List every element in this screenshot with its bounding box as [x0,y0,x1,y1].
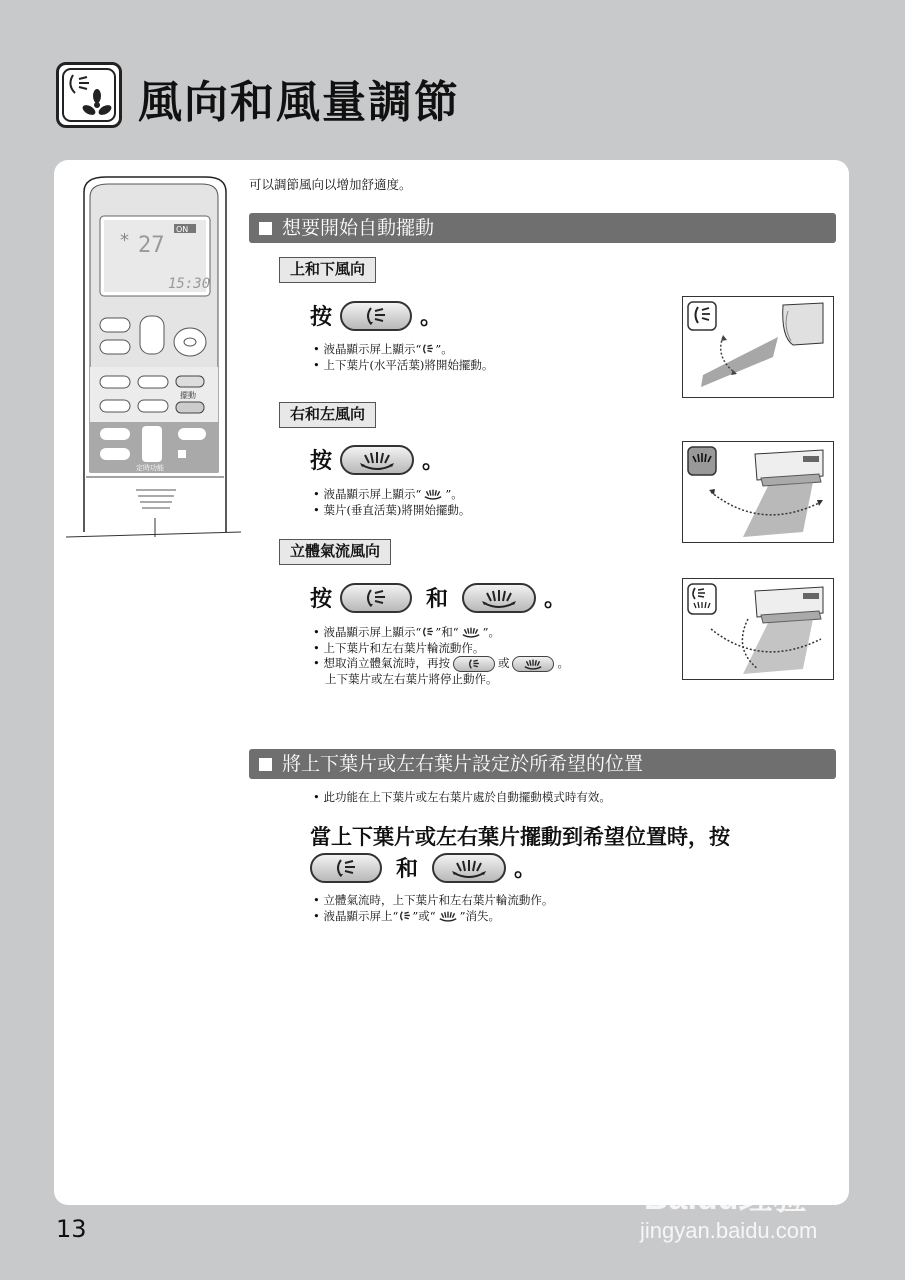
horizontal-swing-icon [357,449,397,471]
illustration-updown [682,296,834,398]
notes-leftright: • 液晶顯示屏上顯示“ ”。 • 葉片(垂直活葉)將開始擺動。 [313,487,471,517]
vertical-swing-icon [333,857,359,879]
horizontal-swing-icon [479,587,519,609]
leftright-swing-button-inline [512,656,554,672]
horizontal-swing-icon [522,658,544,670]
horizontal-swing-icon [421,488,445,500]
vertical-swing-icon [421,343,435,355]
remote-timer-label: 定時功能 [136,464,164,472]
section-heading-auto-swing: 想要開始自動擺動 [249,213,836,243]
press-leftright-row: 按 。 [310,444,444,475]
airflow-fan-icon [56,62,122,128]
notes-3d: • 液晶顯示屏上顯示“ ”和“ ”。 • 上下葉片和左右葉片輪流動作。 • 想取消立體氣流時，再按 或 。 上下葉片或左右葉片將停止動作。 [313,625,569,686]
vertical-swing-icon [398,910,412,922]
horizontal-swing-icon [459,626,483,638]
updown-swing-button-inline [453,656,495,672]
leftright-swing-button[interactable] [432,853,506,883]
remote-control-illustration [66,172,246,546]
press-set-position-row: 和 。 [310,852,536,883]
updown-swing-button[interactable] [310,853,382,883]
vertical-swing-icon [363,587,389,609]
subhead-updown: 上和下風向 [279,257,376,283]
leftright-swing-button[interactable] [340,445,414,475]
illustration-3d [682,578,834,680]
vertical-swing-icon [421,626,435,638]
notes-section2-top: • 此功能在上下葉片或左右葉片處於自動擺動模式時有效。 [313,790,611,804]
watermark-url: jingyan.baidu.com [640,1218,818,1243]
horizontal-swing-icon [449,857,489,879]
notes-updown: • 液晶顯示屏上顯示“ ”。 • 上下葉片(水平活葉)將開始擺動。 [313,342,494,372]
section-heading-set-position: 將上下葉片或左右葉片設定於所希望的位置 [249,749,836,779]
page-title: 風向和風量調節 [138,77,460,128]
illustration-leftright [682,441,834,543]
page-number: 13 [56,1215,87,1243]
vertical-swing-icon [363,305,389,327]
subhead-3d-airflow: 立體氣流風向 [279,539,391,565]
intro-text: 可以調節風向以增加舒適度。 [249,177,412,192]
updown-swing-button[interactable] [340,301,412,331]
remote-display-on: ON [176,225,189,234]
updown-swing-button[interactable] [340,583,412,613]
press-3d-row: 按 和 。 [310,582,566,613]
horizontal-swing-icon [436,910,460,922]
press-updown-row: 按 。 [310,300,442,331]
svg-text:*: * [120,230,129,251]
vertical-swing-icon [467,658,481,670]
set-position-instruction: 當上下葉片或左右葉片擺動到希望位置時，按 [310,825,730,849]
notes-section2: • 立體氣流時，上下葉片和左右葉片輪流動作。 • 液晶顯示屏上“ ”或“ ”消失。 [313,893,554,923]
remote-swing-label: 擺動 [180,391,196,400]
watermark-brand: Baidu经验 [644,1179,807,1217]
remote-display-temp: 27 [138,233,165,258]
leftright-swing-button[interactable] [462,583,536,613]
subhead-leftright: 右和左風向 [279,402,376,428]
remote-display-clock: 15:30 [168,276,211,292]
